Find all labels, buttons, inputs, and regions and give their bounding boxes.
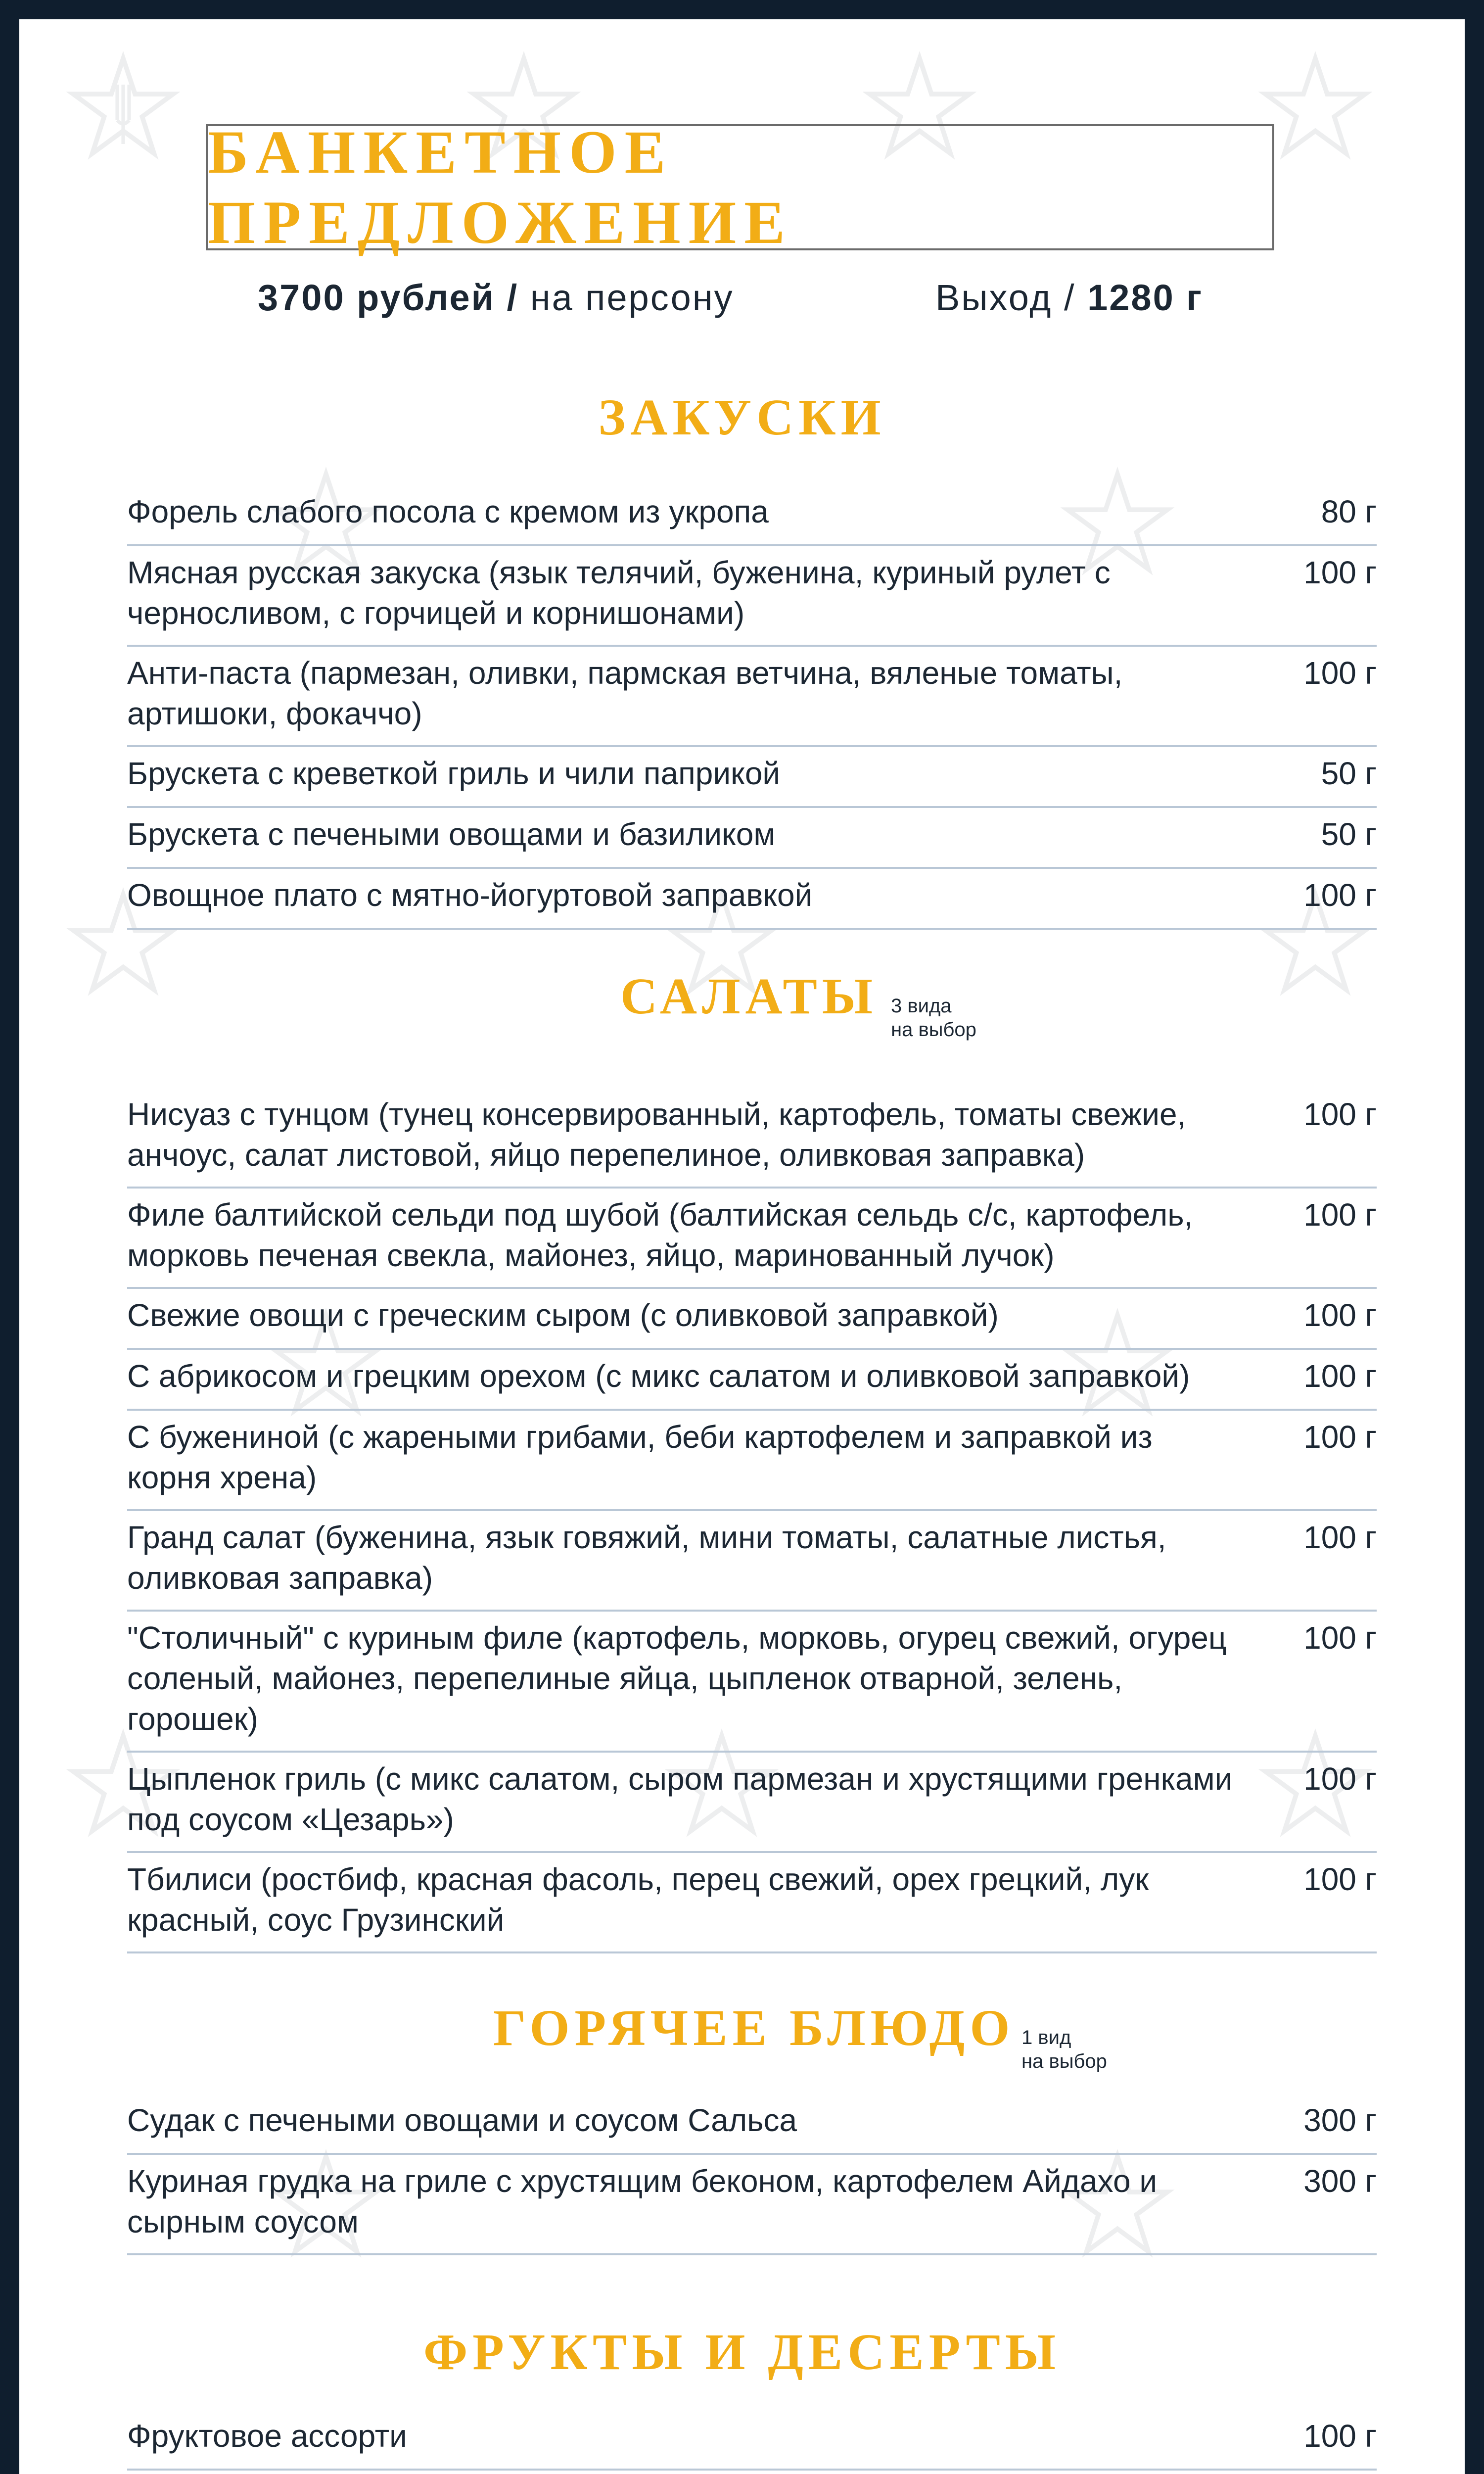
- yield-value: 1280 г: [1075, 277, 1204, 318]
- list-item: [127, 2471, 1377, 2474]
- list-item: [127, 869, 1377, 930]
- item-qty: 100 г: [1303, 1358, 1377, 1394]
- item-qty: 100 г: [1303, 1761, 1377, 1797]
- page-title: БАНКЕТНОЕ ПРЕДЛОЖЕНИЕ: [208, 118, 793, 256]
- list-item: [127, 2094, 1377, 2155]
- menu-sheet: [19, 19, 1465, 2474]
- list-item: [127, 1753, 1377, 1853]
- item-qty: 100 г: [1303, 877, 1377, 913]
- item-qty: 100 г: [1303, 1297, 1377, 1333]
- title-frame: [206, 118, 1274, 256]
- list-item: [127, 1612, 1377, 1753]
- total-yield: [935, 277, 1203, 319]
- item-qty: 50 г: [1321, 756, 1377, 791]
- note-line: на выбор: [891, 1019, 976, 1041]
- item-name: Гранд салат (буженина, язык говяжий, мини томаты, салатные листья, оливковая заправка): [127, 1520, 1166, 1596]
- item-name: "Столичный" с куриным филе (картофель, морковь, огурец свежий, огурец соленый, майонез, перепелиные яйца, цыпленок отварной, зелень, горошек): [127, 1620, 1227, 1737]
- appetizers-list: [127, 485, 1377, 930]
- item-name: Форель слабого посола с кремом из укропа: [127, 494, 769, 529]
- item-qty: 100 г: [1303, 1620, 1377, 1656]
- section-note-main-course: [1021, 2026, 1107, 2073]
- list-item: [127, 1088, 1377, 1189]
- item-qty: 100 г: [1303, 1419, 1377, 1455]
- salads-list: [127, 1088, 1377, 1953]
- section-title-appetizers: ЗАКУСКИ: [598, 389, 886, 446]
- item-name: Анти-паста (пармезан, оливки, пармская ветчина, вяленые томаты, артишоки, фокаччо): [127, 655, 1123, 731]
- list-item: [127, 1289, 1377, 1350]
- price-amount: 3700 рублей /: [258, 277, 519, 318]
- main-course-list: [127, 2094, 1377, 2255]
- list-item: [127, 1350, 1377, 1411]
- note-line: 1 вид: [1021, 2027, 1071, 2048]
- item-qty: 300 г: [1303, 2102, 1377, 2138]
- item-name: Тбилиси (ростбиф, красная фасоль, перец свежий, орех грецкий, лук красный, соус Грузинский: [127, 1861, 1149, 1938]
- list-item: [127, 2155, 1377, 2255]
- item-qty: 300 г: [1303, 2163, 1377, 2199]
- item-name: Фруктовое ассорти: [127, 2418, 407, 2454]
- note-line: на выбор: [1021, 2050, 1107, 2072]
- item-qty: 80 г: [1321, 494, 1377, 529]
- list-item: [127, 1853, 1377, 1953]
- list-item: [127, 1511, 1377, 1612]
- list-item: [127, 747, 1377, 808]
- note-line: 3 вида: [891, 995, 952, 1017]
- list-item: [127, 1189, 1377, 1289]
- item-qty: 50 г: [1321, 816, 1377, 852]
- item-name: С бужениной (с жареными грибами, беби картофелем и заправкой из корня хрена): [127, 1419, 1153, 1495]
- item-name: Судак с печеными овощами и соусом Сальса: [127, 2102, 797, 2138]
- list-item: [127, 2410, 1377, 2471]
- section-title-main-course: ГОРЯЧЕЕ БЛЮДО: [493, 1999, 1015, 2056]
- item-name: С абрикосом и грецким орехом (с микс салатом и оливковой заправкой): [127, 1358, 1190, 1394]
- item-qty: 100 г: [1303, 1861, 1377, 1897]
- item-name: Свежие овощи с греческим сыром (с оливковой заправкой): [127, 1297, 999, 1333]
- item-name: Брускета с печеными овощами и базиликом: [127, 816, 776, 852]
- item-qty: 100 г: [1303, 2418, 1377, 2454]
- item-name: Овощное плато с мятно-йогуртовой заправкой: [127, 877, 813, 913]
- section-note-salads: [891, 994, 976, 1042]
- item-name: Цыпленок гриль (с микс салатом, сыром пармезан и хрустящими гренками под соусом «Цезарь»): [127, 1761, 1233, 1837]
- item-qty: 100 г: [1303, 1096, 1377, 1132]
- item-name: Мясная русская закуска (язык телячий, буженина, куриный рулет с черносливом, с горчицей и корнишонами): [127, 555, 1111, 631]
- yield-label: Выход /: [935, 277, 1076, 318]
- list-item: [127, 647, 1377, 747]
- item-qty: 100 г: [1303, 655, 1377, 691]
- list-item: [127, 485, 1377, 546]
- list-item: [127, 546, 1377, 647]
- restaurant-guru-logo-icon: [64, 49, 183, 168]
- item-name: Куриная грудка на гриле с хрустящим беконом, картофелем Айдахо и сырным соусом: [127, 2163, 1158, 2239]
- list-item: [127, 808, 1377, 869]
- item-name: Нисуаз с тунцом (тунец консервированный, картофель, томаты свежие, анчоус, салат листовой, яйцо перепелиное, оливковая заправка): [127, 1096, 1186, 1173]
- item-qty: 100 г: [1303, 1197, 1377, 1233]
- fruits-desserts-list: [127, 2410, 1377, 2474]
- item-name: Филе балтийской сельди под шубой (балтийская сельдь с/с, картофель, морковь печеная свекла, майонез, яйцо, маринованный лучок): [127, 1197, 1193, 1273]
- section-title-salads: САЛАТЫ: [620, 968, 878, 1025]
- item-qty: 100 г: [1303, 1520, 1377, 1555]
- item-name: Брускета с креветкой гриль и чили паприкой: [127, 756, 781, 791]
- price-unit: на персону: [518, 277, 734, 318]
- item-qty: 100 г: [1303, 555, 1377, 590]
- list-item: [127, 1411, 1377, 1511]
- price-per-person: [258, 277, 734, 319]
- section-title-fruits-desserts: ФРУКТЫ И ДЕСЕРТЫ: [423, 2324, 1061, 2380]
